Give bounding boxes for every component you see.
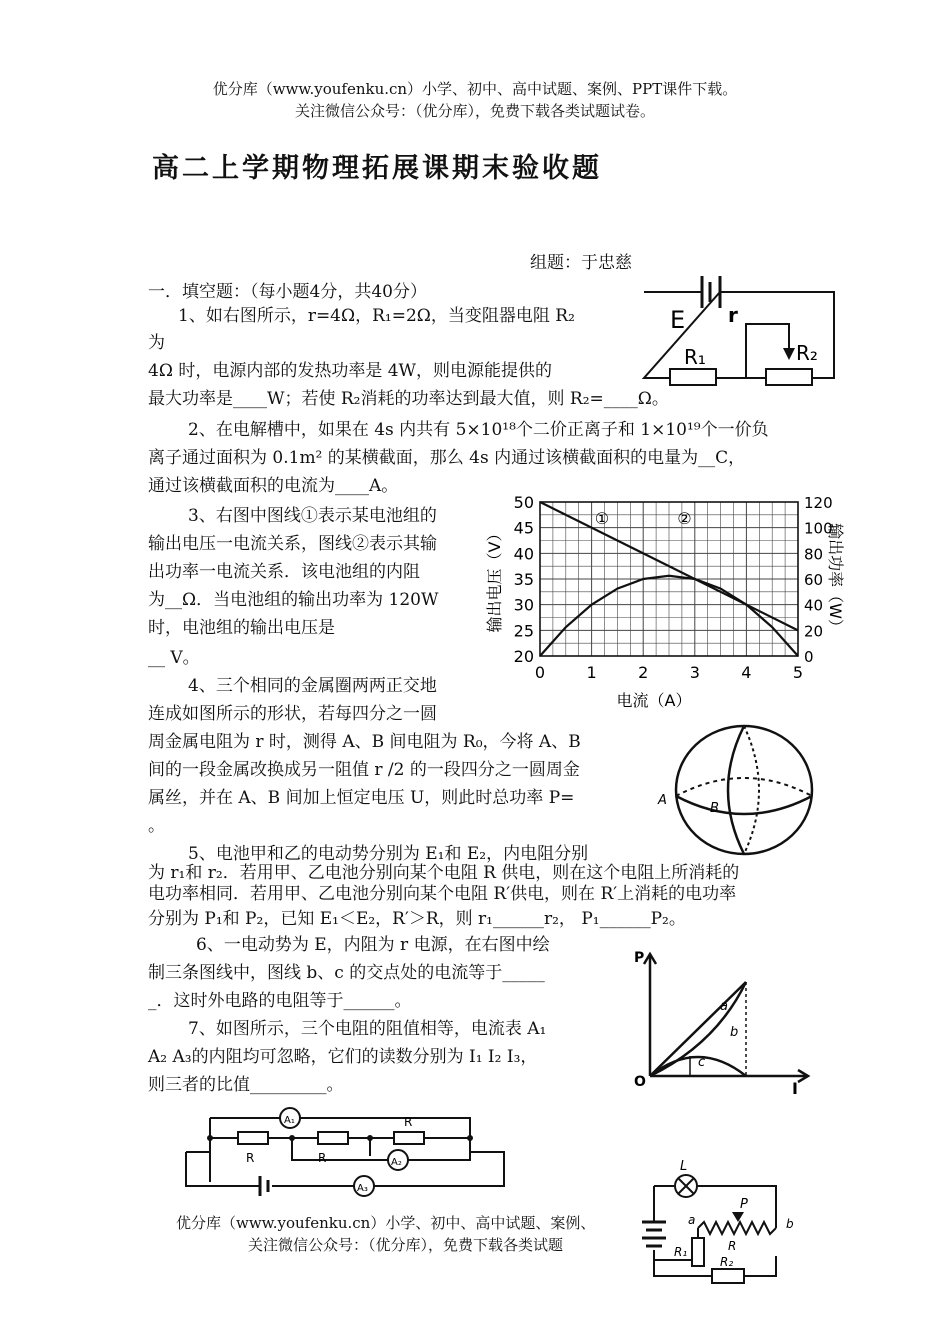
x-tick-label: 0 [534,663,546,682]
circuit-figure-1 [636,268,844,386]
x-tick-label: 5 [792,663,804,682]
series-label-1: ① [594,509,610,528]
header-line-2: 关注微信公众号：（优分库），免费下载各类试题试卷。 [294,102,655,120]
y2-tick-label: 40 [804,596,824,615]
resistor-r2 [766,369,812,385]
q4-line-5: 属丝，并在 A、B 间加上恒定电压 U，则此时总功率 P= [148,788,575,808]
footer-line-1: 优分库（www.youfenku.cn）小学、初中、高中试题、案例、 [176,1214,596,1232]
lamp-label: L [680,1159,688,1174]
series-label-2: ② [677,509,692,528]
q1-line-2: 为 [148,333,165,353]
a1-label: A₁ [284,1115,295,1126]
q3-line-1: 3、右图中图线①表示某电池组的 [188,506,437,526]
q5-line-2: 为 r₁和 r₂．若用甲、乙电池分别向某个电阻 R 供电，则在这个电阻上所消耗的 [148,863,740,883]
point-b: b [786,1217,794,1231]
slider-p-icon [732,1212,744,1222]
q6-line-3: _．这时外电路的电阻等于______。 [148,991,412,1011]
x-tick-label: 4 [741,663,752,682]
curve-b-label: b [730,1025,739,1040]
i-axis-label: I [792,1079,798,1098]
author: 组题：于忠慈 [530,253,632,273]
q4-line-6: 。 [148,816,165,836]
point-a-label: A [658,793,667,808]
q3-line-3: 出功率一电流关系．该电池组的内阻 [148,562,420,582]
q1-line-1: 1、如右图所示，r=4Ω，R₁=2Ω，当变阻器电阻 R₂ [178,306,575,326]
p-axis-label: P [634,950,645,966]
q3-line-5: 时，电池组的输出电压是 [148,618,335,638]
y2-tick-label: 100 [804,519,833,538]
label-r1: R₁ [684,345,706,369]
q7-line-1: 7、如图所示，三个电阻的阻值相等，电流表 A₁ [188,1019,547,1039]
r-label-3: R [404,1115,413,1129]
x-tick-label: 2 [638,663,649,682]
q3-line-4: 为__Ω．当电池组的输出功率为 120W [148,590,439,610]
ammeter-circuit [180,1100,510,1202]
point-b-label: B [710,801,719,816]
r2-label: R₂ [720,1255,734,1269]
y2-tick-label: 120 [804,494,833,512]
resistor-r1 [670,369,716,385]
y-tick-label: 35 [513,570,534,589]
y2-axis-label: 输出功率（W） [826,523,845,635]
curve-a-label: a [720,999,728,1014]
header-line-1: 优分库（www.youfenku.cn）小学、初中、高中试题、案例、PPT课件下载。 [212,80,738,98]
chart-grid [540,502,798,656]
r-label-1: R [246,1151,255,1165]
q4-line-3: 周金属电阻为 r 时，测得 A、B 间电阻为 R₀，今将 A、B [148,732,581,752]
resistor-r2 [712,1269,744,1283]
q5-line-4: 分别为 P₁和 P₂，已知 E₁＜E₂，R′＞R，则 r₁______r₂， P₁______P₂。 [148,909,686,929]
a2-label: A₂ [391,1157,402,1168]
rheostat-label: R [728,1239,737,1253]
x-tick-label: 3 [689,663,700,682]
point-a: a [688,1213,696,1227]
a3-label: A₃ [357,1183,368,1194]
q4-line-1: 4、三个相同的金属圈两两正交地 [188,676,437,696]
q5-line-3: 电功率相同．若用甲、乙电池分别向某个电阻 R′供电，则在 R′上消耗的电功率 [148,884,737,904]
q2-line-3: 通过该横截面积的电流为____A。 [148,476,399,496]
curve-c-label: c [698,1055,706,1070]
lamp-rheostat-circuit [636,1156,816,1286]
sphere-rings-figure [652,724,822,860]
y-axis-label: 输出电压（V） [485,525,504,633]
q3-line-2: 输出电压一电流关系，图线②表示其输 [148,534,437,554]
y2-tick-label: 0 [804,648,814,666]
q3-line-6: __ V。 [148,648,200,668]
uv-power-chart [485,493,845,714]
y-tick-label: 20 [513,647,534,666]
label-r: r [728,303,738,327]
section-heading: 一．填空题：（每小题4分，共40分） [148,282,427,302]
y2-tick-label: 80 [804,545,824,564]
slider-label: P [740,1197,748,1212]
x-tick-label: 1 [586,663,597,682]
q2-line-2: 离子通过面积为 0.1m² 的某横截面，那么 4s 内通过该横截面积的电量为__C， [148,448,746,468]
x-axis-label: 电流（A） [616,691,692,710]
y-tick-label: 40 [513,544,534,564]
q4-line-4: 间的一段金属改换成另一阻值 r /2 的一段四分之一圆周金 [148,760,580,780]
q5-line-1: 5、电池甲和乙的电动势分别为 E₁和 E₂，内电阻分别 [188,844,589,864]
y-tick-label: 25 [513,621,534,641]
q7-line-2: A₂ A₃的内阻均可忽略，它们的读数分别为 I₁ I₂ I₃， [148,1047,538,1067]
footer-line-2: 关注微信公众号：（优分库），免费下载各类试题 [248,1236,564,1254]
y-tick-label: 50 [513,493,534,512]
origin-label: O [634,1074,646,1090]
q1-line-3: 4Ω 时，电源内部的发热功率是 4W，则电源能提供的 [148,361,553,381]
power-current-graph [628,948,814,1098]
y2-tick-label: 60 [804,571,824,589]
q6-line-1: 6、一电动势为 E，内阻为 r 电源，在右图中绘 [196,935,550,955]
label-r2: R₂ [796,341,818,365]
page-title: 高二上学期物理拓展课期末验收题 [152,153,602,184]
y2-tick-label: 20 [804,622,824,641]
slider-arrow-icon [783,348,795,360]
q2-line-1: 2、在电解槽中，如果在 4s 内共有 5×10¹⁸个二价正离子和 1×10¹⁹个一价负 [188,420,769,440]
r1-label: R₁ [674,1245,688,1259]
q4-line-2: 连成如图所示的形状，若每四分之一圆 [148,704,437,724]
rheostat-r [698,1222,776,1234]
q1-line-4: 最大功率是____W；若使 R₂消耗的功率达到最大值，则 R₂=____Ω。 [148,389,669,409]
y-tick-label: 45 [513,518,534,538]
q6-line-2: 制三条图线中，图线 b、c 的交点处的电流等于_____ [148,963,545,983]
q7-line-3: 则三者的比值_________。 [148,1075,344,1095]
label-e: E [670,306,686,334]
r-label-2: R [318,1151,327,1165]
resistor-r1 [692,1238,704,1266]
y-tick-label: 30 [513,595,534,615]
